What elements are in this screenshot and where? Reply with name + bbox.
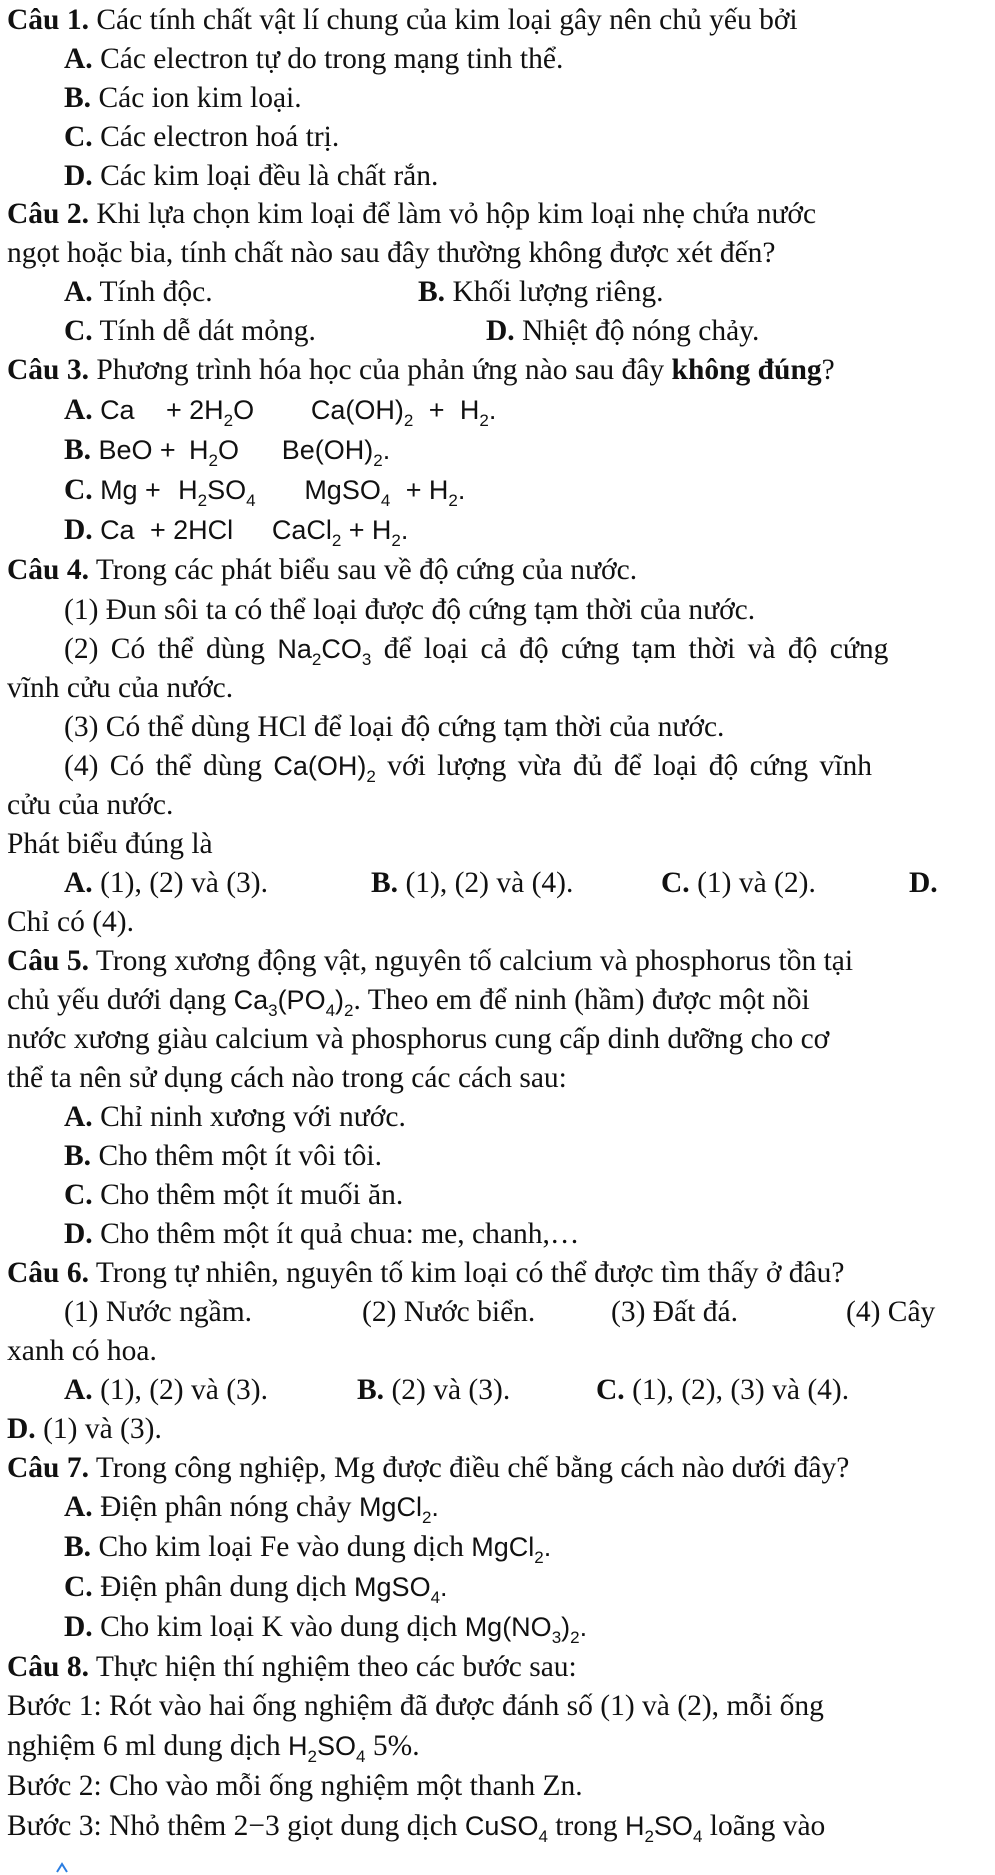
q6-number: Câu 6. [7, 1257, 89, 1289]
q4-stem: Câu 4. Trong các phát biểu sau về độ cứng của nước. [7, 554, 638, 586]
q8-number: Câu 8. [7, 1651, 89, 1683]
q6-option-c: C. (1), (2), (3) và (4). [596, 1374, 850, 1406]
q3-number: Câu 3. [7, 354, 89, 386]
scroll-up-arrow-icon[interactable] [55, 1860, 69, 1874]
q5-option-c: C. Cho thêm một ít muối ăn. [64, 1179, 404, 1211]
q6-statement-4-cont: xanh có hoa. [7, 1335, 157, 1367]
bottom-strip [0, 1860, 995, 1875]
q5-option-d: D. Cho thêm một ít quả chua: me, chanh,… [64, 1218, 580, 1250]
q3-option-a: A. $Ca + 2H_2O$ $Ca(OH)_2 + H_2$. [64, 394, 497, 430]
q6-statement-3: (3) Đất đá. [611, 1296, 738, 1328]
q6-option-a: A. (1), (2) và (3). [64, 1374, 268, 1406]
q4-option-d-text: Chỉ có (4). [7, 906, 134, 938]
q4-statement-4: (4) Có thể dùng $Ca(OH)_2$ với lượng vừa đủ để loại độ cứng vĩnh [64, 750, 872, 786]
q4-option-c: C. (1) và (2). [661, 867, 816, 899]
q5-number: Câu 5. [7, 945, 89, 977]
q1-text: Các tính chất vật lí chung của kim loại gây nên chủ yếu bởi [96, 4, 798, 36]
q5-stem-line1: Câu 5. Trong xương động vật, nguyên tố calcium và phosphorus tồn tại [7, 945, 854, 977]
q2-option-d: D. Nhiệt độ nóng chảy. [486, 315, 760, 347]
q4-option-a: A. (1), (2) và (3). [64, 867, 268, 899]
q5-option-b: B. Cho thêm một ít vôi tôi. [64, 1140, 382, 1172]
q2-stem-line1: Câu 2. Khi lựa chọn kim loại để làm vỏ hộp kim loại nhẹ chứa nước [7, 198, 817, 230]
q1-stem [7, 6, 995, 36]
q2-option-a: A. Tính độc. [64, 276, 213, 308]
q6-option-b: B. (2) và (3). [357, 1374, 511, 1406]
q5-stem-line3: nước xương giàu calcium và phosphorus cung cấp dinh dưỡng cho cơ [7, 1023, 830, 1055]
q7-option-c: C. Điện phân dung dịch MgSO$_4$. [64, 1571, 448, 1607]
q1-option-b: B. Các ion kim loại. [64, 82, 302, 114]
q6-option-d: D. (1) và (3). [7, 1413, 162, 1445]
q8-step-1: Bước 1: Rót vào hai ống nghiệm đã được đánh số (1) và (2), mỗi ống [7, 1690, 824, 1722]
q1-option-d: D. Các kim loại đều là chất rắn. [64, 160, 439, 192]
q3-option-d: D. Ca + 2HCl CaCl$_2$ + $H_2$. [64, 514, 409, 550]
q8-step-2: Bước 2: Cho vào mỗi ống nghiệm một thanh Zn. [7, 1770, 583, 1802]
q5-stem-line4: thể ta nên sử dụng cách nào trong các cách sau: [7, 1062, 567, 1094]
q3-stem: Câu 3. Phương trình hóa học của phản ứng nào sau đây không đúng? [7, 354, 835, 386]
q7-option-b: B. Cho kim loại Fe vào dung dịch MgCl$_2$. [64, 1531, 552, 1567]
q1-option-c: C. Các electron hoá trị. [64, 121, 340, 153]
q2-option-c: C. Tính dễ dát mỏng. [64, 315, 316, 347]
q8-step-3: Bước 3: Nhỏ thêm 2−3 giọt dung dịch CuSO$_4$ trong $H_2SO_4$ loãng vào [7, 1810, 826, 1846]
q4-number: Câu 4. [7, 554, 89, 586]
q3-option-c: C. $Mg + H_2SO_4$ MgSO$_4$ + $H_2$. [64, 474, 466, 510]
q3-option-b: B. BeO + $H_2O$ $Be(OH)_2$. [64, 434, 391, 470]
q7-option-a: A. Điện phân nóng chảy MgCl$_2$. [64, 1491, 439, 1527]
q4-option-d: D. [909, 867, 938, 899]
q4-statement-2: (2) Có thể dùng $Na_2CO_3$ để loại cả độ cứng tạm thời và độ cứng [64, 633, 889, 669]
q8-step-1-cont: nghiệm 6 ml dung dịch $H_2SO_4$ 5%. [7, 1730, 420, 1766]
q7-number: Câu 7. [7, 1452, 89, 1484]
q4-statement-2-cont: vĩnh cửu của nước. [7, 672, 234, 704]
q4-statement-3: (3) Có thể dùng HCl để loại độ cứng tạm thời của nước. [64, 711, 725, 743]
q4-statement-4-cont: cửu của nước. [7, 789, 174, 821]
q4-option-b: B. (1), (2) và (4). [371, 867, 574, 899]
q4-ask: Phát biểu đúng là [7, 828, 213, 860]
q1-option-a: A. Các electron tự do trong mạng tinh thể. [64, 43, 564, 75]
q1-number: Câu 1. [7, 4, 89, 36]
q2-number: Câu 2. [7, 198, 89, 230]
q8-stem: Câu 8. Thực hiện thí nghiệm theo các bước sau: [7, 1651, 577, 1683]
q5-option-a: A. Chỉ ninh xương với nước. [64, 1101, 406, 1133]
q6-statement-4: (4) Cây [846, 1296, 936, 1328]
q2-option-b: B. Khối lượng riêng. [418, 276, 664, 308]
q6-statement-2: (2) Nước biển. [362, 1296, 536, 1328]
q7-stem: Câu 7. Trong công nghiệp, Mg được điều chế bằng cách nào dưới đây? [7, 1452, 850, 1484]
q5-stem-line2: chủ yếu dưới dạng $Ca_3(PO_4)_2$. Theo em để ninh (hầm) được một nồi [7, 984, 810, 1020]
q2-stem-line2: ngọt hoặc bia, tính chất nào sau đây thường không được xét đến? [7, 237, 776, 269]
q6-stem: Câu 6. Trong tự nhiên, nguyên tố kim loại có thể được tìm thấy ở đâu? [7, 1257, 845, 1289]
q6-statement-1: (1) Nước ngầm. [64, 1296, 253, 1328]
q7-option-d: D. Cho kim loại K vào dung dịch $Mg(NO_3)_2$. [64, 1611, 588, 1647]
q4-statement-1: (1) Đun sôi ta có thể loại được độ cứng tạm thời của nước. [64, 594, 756, 626]
